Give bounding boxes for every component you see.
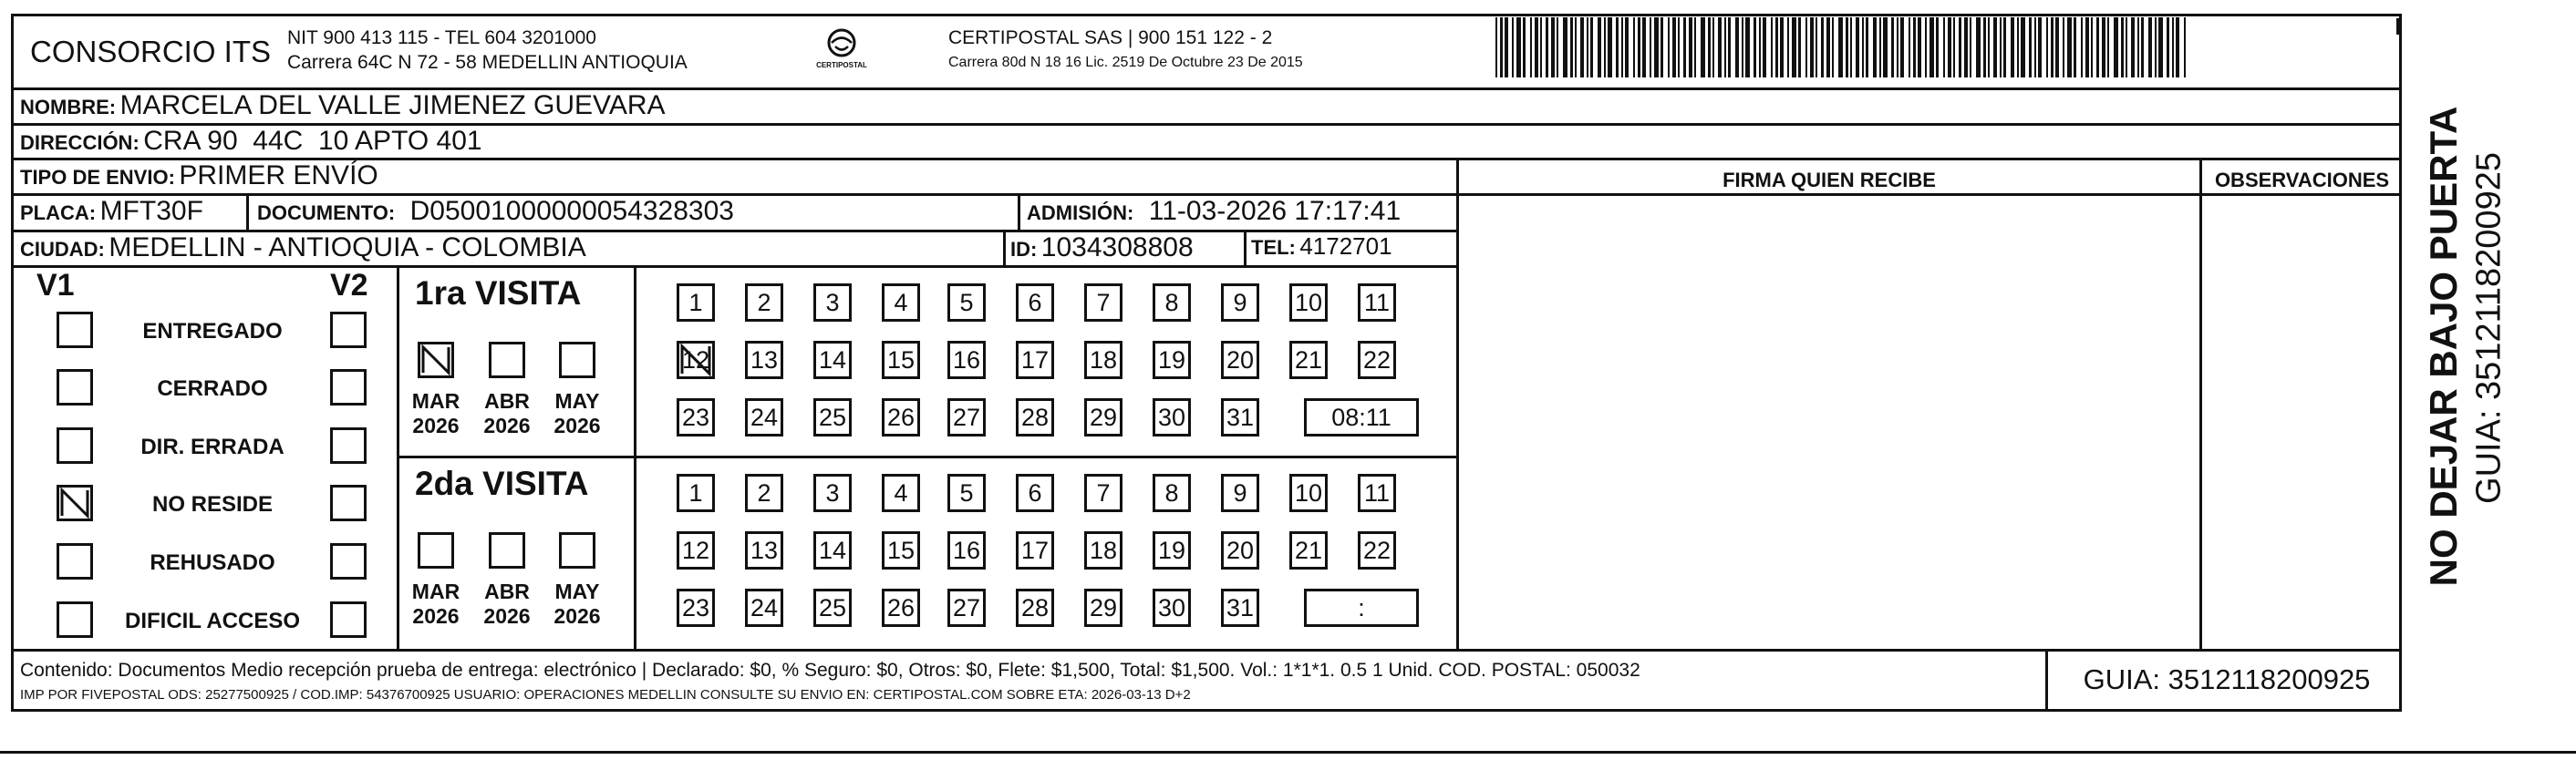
barcode-bar bbox=[1701, 17, 1705, 77]
day-box[interactable]: 9 bbox=[1221, 474, 1259, 512]
day-box[interactable]: 29 bbox=[1084, 589, 1122, 627]
day-box[interactable]: 13 bbox=[745, 341, 783, 379]
v2-checkbox[interactable] bbox=[330, 312, 367, 348]
corner-tick bbox=[2396, 18, 2399, 35]
barcode-bar bbox=[2167, 17, 2169, 77]
month-checkbox[interactable] bbox=[418, 532, 454, 569]
barcode-bar bbox=[2029, 17, 2032, 77]
id-label: ID: bbox=[1010, 238, 1038, 261]
barcode-bar bbox=[2081, 17, 2083, 77]
month-year: 2026 bbox=[412, 414, 460, 437]
barcode-bar bbox=[1913, 17, 1916, 77]
v1-checkbox[interactable] bbox=[57, 485, 93, 521]
barcode-bar bbox=[2000, 17, 2002, 77]
barcode-bar bbox=[1598, 17, 1601, 77]
barcode-bar bbox=[1505, 17, 1508, 77]
tel-cell bbox=[1251, 232, 1392, 261]
company-nit-line: NIT 900 413 115 - TEL 604 3201000 bbox=[287, 27, 596, 48]
day-box[interactable]: 3 bbox=[813, 474, 852, 512]
day-box[interactable]: 6 bbox=[1016, 283, 1054, 322]
footer-content-line: Contenido: Documentos Medio recepción prueba de entrega: electrónico | Declarado: $0, % Seguro: $0, Otros: $0, Flete: $1,500, Total: $1,500. Vol.: 1*1*1. 0.5 1 Unid. COD. POSTAL: 050032 bbox=[20, 660, 1640, 681]
bottom-edge-line bbox=[0, 751, 2576, 754]
day-box[interactable]: 6 bbox=[1016, 474, 1054, 512]
footer-divider bbox=[11, 649, 2402, 652]
v1-checkbox[interactable] bbox=[57, 427, 93, 464]
barcode-bar bbox=[1948, 17, 1951, 77]
month-name: MAY bbox=[554, 580, 600, 603]
barcode-bar bbox=[2055, 17, 2059, 77]
barcode-bar bbox=[2096, 17, 2099, 77]
day-box[interactable]: 7 bbox=[1084, 474, 1122, 512]
barcode-bar bbox=[1616, 17, 1619, 77]
day-box[interactable]: 21 bbox=[1289, 531, 1328, 570]
barcode-bar bbox=[1689, 17, 1692, 77]
day-box[interactable]: 16 bbox=[947, 341, 986, 379]
barcode-bar bbox=[1900, 17, 1904, 77]
month-name: ABR bbox=[484, 389, 530, 413]
barcode-bar bbox=[1683, 17, 1686, 77]
tel-value: 4172701 bbox=[1299, 232, 1392, 260]
month-checkbox[interactable] bbox=[559, 532, 595, 569]
day-box[interactable]: 23 bbox=[677, 398, 715, 436]
day-box[interactable]: 9 bbox=[1221, 283, 1259, 322]
barcode-bar bbox=[1763, 17, 1766, 77]
barcode bbox=[1495, 17, 2188, 77]
time-box[interactable]: 08:11 bbox=[1304, 398, 1419, 436]
day-box[interactable]: 17 bbox=[1016, 531, 1054, 570]
day-box[interactable]: 19 bbox=[1153, 531, 1191, 570]
barcode-bar bbox=[2063, 17, 2064, 77]
admission-value: 11-03-2026 17:17:41 bbox=[1148, 196, 1402, 226]
month-year: 2026 bbox=[553, 414, 601, 437]
barcode-bar bbox=[1512, 17, 1514, 77]
month-name: MAY bbox=[554, 389, 600, 413]
barcode-bar bbox=[2155, 17, 2157, 77]
time-box[interactable]: : bbox=[1304, 589, 1419, 627]
month-year: 2026 bbox=[483, 414, 531, 437]
barcode-bar bbox=[1745, 17, 1750, 77]
barcode-bar bbox=[1495, 17, 1497, 77]
barcode-bar bbox=[1742, 17, 1743, 77]
barcode-bar bbox=[1879, 17, 1881, 77]
v1-checkbox[interactable] bbox=[57, 601, 93, 638]
send-type-value: PRIMER ENVÍO bbox=[179, 160, 378, 190]
barcode-bar bbox=[1580, 17, 1584, 77]
signature-header: FIRMA QUIEN RECIBE bbox=[1723, 169, 1936, 191]
barcode-bar bbox=[1826, 17, 1830, 77]
company-address-line: Carrera 64C N 72 - 58 MEDELLIN ANTIOQUIA bbox=[287, 52, 688, 73]
month-name: MAR bbox=[411, 389, 460, 413]
barcode-bar bbox=[1608, 17, 1612, 77]
day-box[interactable]: 25 bbox=[813, 589, 852, 627]
tel-label: TEL: bbox=[1251, 236, 1296, 259]
name-row bbox=[20, 90, 666, 121]
plate-value: MFT30F bbox=[99, 196, 203, 226]
barcode-bar bbox=[1604, 17, 1606, 77]
barcode-bar bbox=[1970, 17, 1971, 77]
barcode-bar bbox=[1650, 17, 1651, 77]
visit-title: 1ra VISITA bbox=[415, 274, 582, 312]
company-name: CONSORCIO ITS bbox=[30, 35, 272, 68]
day-box[interactable]: 8 bbox=[1153, 474, 1191, 512]
barcode-bar bbox=[1718, 17, 1722, 77]
barcode-bar bbox=[2085, 17, 2089, 77]
barcode-bar bbox=[2011, 17, 2014, 77]
day-box[interactable]: 24 bbox=[745, 398, 783, 436]
barcode-bar bbox=[1735, 17, 1739, 77]
barcode-bar bbox=[1993, 17, 1997, 77]
barcode-bar bbox=[1964, 17, 1968, 77]
side-guia: GUIA: 3512118200925 bbox=[2469, 152, 2509, 504]
barcode-bar bbox=[2131, 17, 2135, 77]
day-box[interactable]: 25 bbox=[813, 398, 852, 436]
barcode-bar bbox=[1883, 17, 1888, 77]
footer-print-line: IMP POR FIVEPOSTAL ODS: 25277500925 / COD.IMP: 54376700925 USUARIO: OPERACIONES MEDELLIN CONSULTE SU ENVIO EN: CERTIPOSTAL.COM SOBRE ETA: 2026-03-13 D+2 bbox=[20, 687, 1191, 703]
barcode-bar bbox=[1909, 17, 1910, 77]
barcode-bar bbox=[1551, 17, 1555, 77]
barcode-bar bbox=[1816, 17, 1817, 77]
v1-checkbox[interactable] bbox=[57, 369, 93, 406]
v2-label: V2 bbox=[330, 268, 368, 303]
barcode-bar bbox=[1540, 17, 1542, 77]
day-box[interactable]: 10 bbox=[1289, 283, 1328, 322]
barcode-bar bbox=[1805, 17, 1807, 77]
barcode-bar bbox=[2003, 17, 2006, 77]
barcode-bar bbox=[2137, 17, 2139, 77]
day-box[interactable]: 1 bbox=[677, 283, 715, 322]
barcode-bar bbox=[1678, 17, 1680, 77]
day-box[interactable]: 10 bbox=[1289, 474, 1328, 512]
barcode-bar bbox=[1668, 17, 1670, 77]
barcode-bar bbox=[2148, 17, 2152, 77]
barcode-bar bbox=[1792, 17, 1796, 77]
barcode-bar bbox=[1959, 17, 1961, 77]
day-box[interactable]: 17 bbox=[1016, 341, 1054, 379]
barcode-bar bbox=[2158, 17, 2163, 77]
day-box[interactable]: 28 bbox=[1016, 398, 1054, 436]
visit-title: 2da VISITA bbox=[415, 465, 589, 502]
day-box[interactable]: 30 bbox=[1153, 398, 1191, 436]
month-checkbox[interactable] bbox=[418, 342, 454, 378]
month-label bbox=[410, 580, 461, 629]
barcode-bar bbox=[1557, 17, 1558, 77]
barcode-bar bbox=[1535, 17, 1538, 77]
barcode-bar bbox=[1570, 17, 1573, 77]
barcode-bar bbox=[2034, 17, 2036, 77]
day-box[interactable]: 12 bbox=[677, 341, 715, 379]
day-box[interactable]: 26 bbox=[882, 589, 920, 627]
recipient-address: CRA 90 44C 10 APTO 401 bbox=[143, 126, 482, 156]
month-checkbox[interactable] bbox=[559, 342, 595, 378]
admission-cell bbox=[1027, 196, 1401, 227]
barcode-bar bbox=[1821, 17, 1824, 77]
barcode-bar bbox=[1724, 17, 1726, 77]
day-box[interactable]: 15 bbox=[882, 531, 920, 570]
barcode-bar bbox=[1708, 17, 1711, 77]
barcode-bar bbox=[2091, 17, 2093, 77]
month-year: 2026 bbox=[412, 604, 460, 628]
barcode-bar bbox=[1712, 17, 1714, 77]
status-label: DIFICIL ACCESO bbox=[124, 609, 300, 633]
barcode-bar bbox=[2172, 17, 2174, 77]
barcode-bar bbox=[1780, 17, 1784, 77]
month-label bbox=[410, 389, 461, 438]
document-label: DOCUMENTO: bbox=[257, 201, 396, 224]
barcode-bar bbox=[1500, 17, 1503, 77]
day-box[interactable]: 4 bbox=[882, 283, 920, 322]
day-box[interactable]: 31 bbox=[1221, 589, 1259, 627]
barcode-bar bbox=[1953, 17, 1955, 77]
barcode-bar bbox=[2017, 17, 2019, 77]
status-label: REHUSADO bbox=[150, 550, 275, 575]
footer-guia-divider bbox=[2045, 649, 2048, 712]
day-box[interactable]: 5 bbox=[947, 474, 986, 512]
v2-checkbox[interactable] bbox=[330, 369, 367, 406]
barcode-bar bbox=[2074, 17, 2076, 77]
day-box[interactable]: 13 bbox=[745, 531, 783, 570]
certipostal-logo-text: CERTIPOSTAL bbox=[816, 61, 867, 69]
barcode-bar bbox=[1672, 17, 1676, 77]
barcode-bar bbox=[1546, 17, 1548, 77]
barcode-bar bbox=[1590, 17, 1593, 77]
name-label: NOMBRE: bbox=[20, 96, 117, 118]
day-box[interactable]: 14 bbox=[813, 341, 852, 379]
address-label: DIRECCIÓN: bbox=[20, 131, 140, 154]
send-type-label: TIPO DE ENVIO: bbox=[20, 166, 175, 189]
barcode-bar bbox=[1563, 17, 1567, 77]
barcode-bar bbox=[1866, 17, 1868, 77]
city-label: CIUDAD: bbox=[20, 238, 105, 261]
barcode-bar bbox=[1660, 17, 1663, 77]
day-box[interactable]: 20 bbox=[1221, 341, 1259, 379]
barcode-bar bbox=[1638, 17, 1640, 77]
barcode-bar bbox=[1798, 17, 1801, 77]
day-box[interactable]: 11 bbox=[1358, 474, 1396, 512]
v1-label: V1 bbox=[36, 268, 75, 303]
barcode-bar bbox=[1988, 17, 1990, 77]
barcode-bar bbox=[1516, 17, 1521, 77]
month-year: 2026 bbox=[553, 604, 601, 628]
side-instruction: NO DEJAR BAJO PUERTA bbox=[2422, 106, 2465, 587]
document-cell bbox=[257, 196, 734, 227]
barcode-bar bbox=[1530, 17, 1532, 77]
barcode-bar bbox=[1891, 17, 1894, 77]
carrier-address-line: Carrera 80d N 18 16 Lic. 2519 De Octubre 23 De 2015 bbox=[948, 55, 1303, 70]
barcode-bar bbox=[1810, 17, 1814, 77]
day-box[interactable]: 11 bbox=[1358, 283, 1396, 322]
barcode-bar bbox=[1936, 17, 1939, 77]
day-box[interactable]: 14 bbox=[813, 531, 852, 570]
v2-checkbox[interactable] bbox=[330, 485, 367, 521]
day-box[interactable]: 4 bbox=[882, 474, 920, 512]
day-box[interactable]: 2 bbox=[745, 474, 783, 512]
barcode-bar bbox=[1846, 17, 1848, 77]
barcode-bar bbox=[1832, 17, 1834, 77]
v2-checkbox[interactable] bbox=[330, 601, 367, 638]
barcode-bar bbox=[1862, 17, 1864, 77]
document-value: D05001000000054328303 bbox=[409, 196, 734, 226]
barcode-bar bbox=[1897, 17, 1898, 77]
barcode-bar bbox=[2141, 17, 2144, 77]
barcode-bar bbox=[2176, 17, 2179, 77]
day-box[interactable]: 22 bbox=[1358, 341, 1396, 379]
v2-checkbox[interactable] bbox=[330, 427, 367, 464]
day-box[interactable]: 21 bbox=[1289, 341, 1328, 379]
signature-area[interactable] bbox=[1459, 195, 2199, 648]
barcode-bar bbox=[2121, 17, 2124, 77]
day-box[interactable]: 30 bbox=[1153, 589, 1191, 627]
barcode-bar bbox=[2021, 17, 2025, 77]
day-box[interactable]: 22 bbox=[1358, 531, 1396, 570]
barcode-bar bbox=[1838, 17, 1843, 77]
day-box[interactable]: 1 bbox=[677, 474, 715, 512]
barcode-bar bbox=[1856, 17, 1859, 77]
day-box[interactable]: 15 bbox=[882, 341, 920, 379]
day-box[interactable]: 20 bbox=[1221, 531, 1259, 570]
barcode-bar bbox=[1754, 17, 1756, 77]
barcode-bar bbox=[1925, 17, 1927, 77]
barcode-bar bbox=[2046, 17, 2048, 77]
day-box[interactable]: 27 bbox=[947, 589, 986, 627]
month-checkbox[interactable] bbox=[489, 342, 525, 378]
status-label: DIR. ERRADA bbox=[140, 435, 284, 459]
status-label: CERRADO bbox=[157, 376, 268, 401]
month-label bbox=[552, 580, 603, 629]
id-value: 1034308808 bbox=[1040, 232, 1194, 262]
barcode-bar bbox=[2102, 17, 2105, 77]
barcode-bar bbox=[2038, 17, 2042, 77]
barcode-bar bbox=[2126, 17, 2127, 77]
barcode-bar bbox=[1654, 17, 1659, 77]
month-name: MAR bbox=[411, 580, 460, 603]
day-box[interactable]: 27 bbox=[947, 398, 986, 436]
v1-checkbox[interactable] bbox=[57, 543, 93, 580]
barcode-bar bbox=[1633, 17, 1635, 77]
recipient-name: MARCELA DEL VALLE JIMENEZ GUEVARA bbox=[119, 90, 666, 120]
barcode-bar bbox=[1983, 17, 1986, 77]
plate-cell bbox=[20, 196, 203, 227]
barcode-bar bbox=[2107, 17, 2109, 77]
day-box[interactable]: 18 bbox=[1084, 531, 1122, 570]
month-name: ABR bbox=[484, 580, 530, 603]
day-box[interactable]: 29 bbox=[1084, 398, 1122, 436]
barcode-bar bbox=[1625, 17, 1629, 77]
day-box[interactable]: 3 bbox=[813, 283, 852, 322]
barcode-bar bbox=[1918, 17, 1921, 77]
v1-checkbox[interactable] bbox=[57, 312, 93, 348]
day-box[interactable]: 23 bbox=[677, 589, 715, 627]
footer-guia: GUIA: 3512118200925 bbox=[2083, 663, 2371, 695]
barcode-bar bbox=[1575, 17, 1577, 77]
month-checkbox[interactable] bbox=[489, 532, 525, 569]
day-box[interactable]: 28 bbox=[1016, 589, 1054, 627]
barcode-bar bbox=[1929, 17, 1934, 77]
status-label: NO RESIDE bbox=[151, 492, 274, 517]
city-value: MEDELLIN - ANTIOQUIA - COLOMBIA bbox=[109, 232, 586, 262]
barcode-bar bbox=[1759, 17, 1761, 77]
month-label bbox=[481, 389, 533, 438]
carrier-info bbox=[948, 26, 1303, 75]
city-cell bbox=[20, 232, 586, 263]
barcode-bar bbox=[2051, 17, 2054, 77]
address-row bbox=[20, 126, 482, 157]
day-box[interactable]: 18 bbox=[1084, 341, 1122, 379]
barcode-bar bbox=[1621, 17, 1623, 77]
v2-checkbox[interactable] bbox=[330, 543, 367, 580]
barcode-bar bbox=[1787, 17, 1789, 77]
barcode-bar bbox=[1523, 17, 1526, 77]
barcode-bar bbox=[2067, 17, 2072, 77]
status-label: ENTREGADO bbox=[142, 319, 283, 344]
barcode-bar bbox=[1976, 17, 1981, 77]
day-box[interactable]: 31 bbox=[1221, 398, 1259, 436]
id-cell bbox=[1010, 232, 1194, 263]
day-box[interactable]: 19 bbox=[1153, 341, 1191, 379]
barcode-bar bbox=[1694, 17, 1696, 77]
month-label bbox=[481, 580, 533, 629]
carrier-nit-line: CERTIPOSTAL SAS | 900 151 122 - 2 bbox=[948, 27, 1273, 48]
plate-label: PLACA: bbox=[20, 201, 97, 224]
barcode-bar bbox=[2114, 17, 2118, 77]
day-box[interactable]: 8 bbox=[1153, 283, 1191, 322]
barcode-bar bbox=[1873, 17, 1877, 77]
company-info bbox=[287, 26, 688, 75]
day-box[interactable]: 2 bbox=[745, 283, 783, 322]
day-box[interactable]: 7 bbox=[1084, 283, 1122, 322]
observations-header: OBSERVACIONES bbox=[2214, 169, 2390, 191]
barcode-bar bbox=[1775, 17, 1778, 77]
send-type-row bbox=[20, 160, 378, 191]
admission-label: ADMISIÓN: bbox=[1027, 201, 1134, 224]
barcode-bar bbox=[1587, 17, 1588, 77]
barcode-bar bbox=[2184, 17, 2186, 77]
barcode-bar bbox=[1771, 17, 1773, 77]
barcode-bar bbox=[1943, 17, 1945, 77]
month-label bbox=[552, 389, 603, 438]
day-box[interactable]: 12 bbox=[677, 531, 715, 570]
day-box[interactable]: 16 bbox=[947, 531, 986, 570]
day-box[interactable]: 26 bbox=[882, 398, 920, 436]
month-year: 2026 bbox=[483, 604, 531, 628]
observations-area[interactable] bbox=[2202, 195, 2402, 648]
barcode-bar bbox=[1850, 17, 1852, 77]
day-box[interactable]: 5 bbox=[947, 283, 986, 322]
day-box[interactable]: 24 bbox=[745, 589, 783, 627]
barcode-bar bbox=[1728, 17, 1731, 77]
barcode-bar bbox=[1642, 17, 1646, 77]
certipostal-logo bbox=[810, 27, 874, 73]
